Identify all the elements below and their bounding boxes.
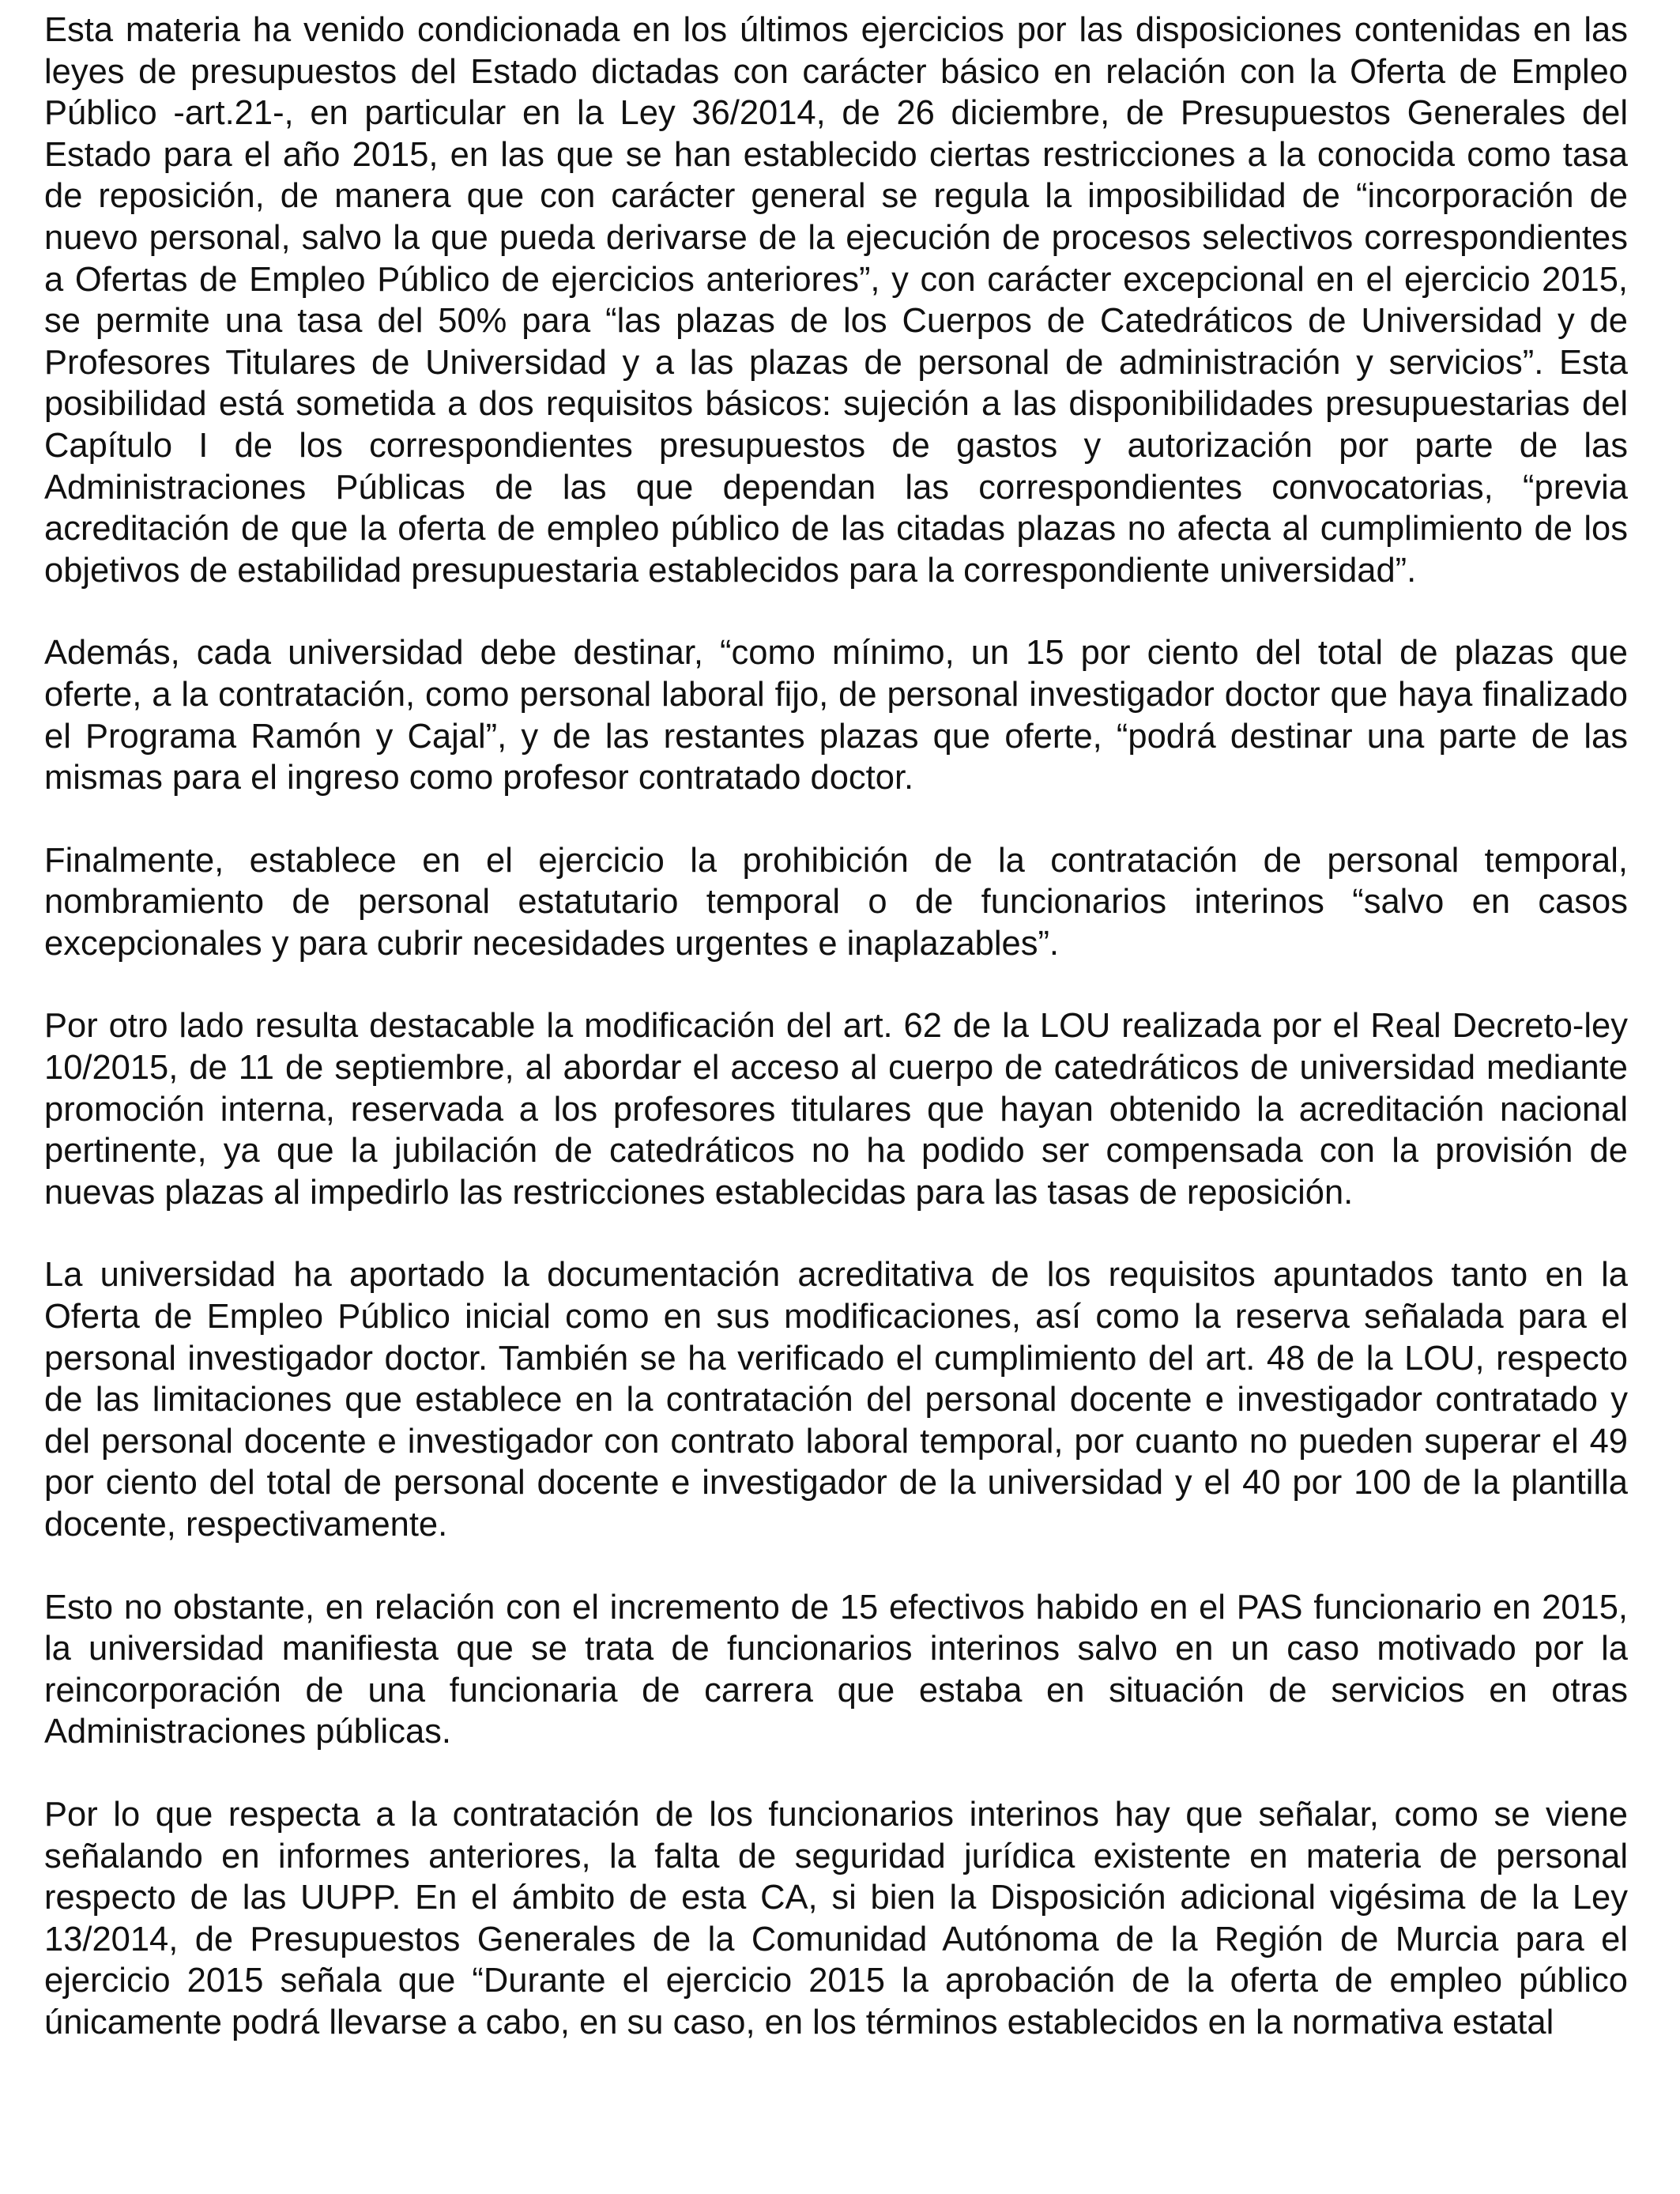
paragraph-oferta-empleo-publico: Esta materia ha venido condicionada en los últimos ejercicios por las disposiciones contenidas en las leyes de presupuestos del Estado dictadas con carácter básico en relación con la Oferta de Empleo Público -art.21-, en particular en la Ley 36/2014, de 26 diciembre, de Presupuestos Generales del Estado para el año 2015, en las que se han establecido ciertas restricciones a la conocida como tasa de reposición, de manera que con carácter general se regula la imposibilidad de “incorporación de nuevo personal, salvo la que pueda derivarse de la ejecución de procesos selectivos correspondientes a Ofertas de Empleo Público de ejercicios anteriores”, y con carácter excepcional en el ejercicio 2015, se permite una tasa del 50% para “las plazas de los Cuerpos de Catedráticos de Universidad y de Profesores Titulares de Universidad y a las plazas de personal de administración y servicios”. Esta posibilidad está sometida a dos requisitos básicos: sujeción a las disponibilidades presupuestarias del Capítulo I de los correspondientes presupuestos de gastos y autorización por parte de las Administraciones Públicas de las que dependan las correspondientes convocatorias, “previa acreditación de que la oferta de empleo público de las citadas plazas no afecta al cumplimiento de los objetivos de estabilidad presupuestaria establecidos para la correspondiente universidad”. bbox=[44, 11, 1628, 590]
paragraph-incremento-pas: Esto no obstante, en relación con el incremento de 15 efectivos habido en el PAS funcionario en 2015, la universidad manifiesta que se trata de funcionarios interinos salvo en un caso motivado por la reincorporación de una funcionaria de carrera que estaba en situación de servicios en otras Administraciones públicas. bbox=[44, 1588, 1628, 1751]
paragraph-funcionarios-interinos: Por lo que respecta a la contratación de los funcionarios interinos hay que señalar, como se viene señalando en informes anteriores, la falta de seguridad jurídica existente en materia de personal respecto de las UUPP. En el ámbito de esta CA, si bien la Disposición adicional vigésima de la Ley 13/2014, de Presupuestos Generales de la Comunidad Autónoma de la Región de Murcia para el ejercicio 2015 señala que “Durante el ejercicio 2015 la aprobación de la oferta de empleo público únicamente podrá llevarse a cabo, en su caso, en los términos establecidos en la normativa estatal bbox=[44, 1795, 1628, 2041]
paragraph-plazas-investigador: Además, cada universidad debe destinar, “como mínimo, un 15 por ciento del total de plazas que oferte, a la contratación, como personal laboral fijo, de personal investigador doctor que haya finalizado el Programa Ramón y Cajal”, y de las restantes plazas que oferte, “podrá destinar una parte de las mismas para el ingreso como profesor contratado doctor. bbox=[44, 634, 1628, 797]
paragraph-prohibicion-temporal: Finalmente, establece en el ejercicio la prohibición de la contratación de personal temporal, nombramiento de personal estatutario temporal o de funcionarios interinos “salvo en casos excepcionales y para cubrir necesidades urgentes e inaplazables”. bbox=[44, 841, 1628, 963]
document-page bbox=[44, 9, 1628, 2044]
paragraph-documentacion-acreditativa: La universidad ha aportado la documentación acreditativa de los requisitos apuntados tanto en la Oferta de Empleo Público inicial como en sus modificaciones, así como la reserva señalada para el personal investigador doctor. También se ha verificado el cumplimiento del art. 48 de la LOU, respecto de las limitaciones que establece en la contratación del personal docente e investigador contratado y del personal docente e investigador con contrato laboral temporal, por cuanto no pueden superar el 49 por ciento del total de personal docente e investigador de la universidad y el 40 por 100 de la plantilla docente, respectivamente. bbox=[44, 1256, 1628, 1544]
paragraph-modificacion-lou: Por otro lado resulta destacable la modificación del art. 62 de la LOU realizada por el Real Decreto-ley 10/2015, de 11 de septiembre, al abordar el acceso al cuerpo de catedráticos de universidad mediante promoción interna, reservada a los profesores titulares que hayan obtenido la acreditación nacional pertinente, ya que la jubilación de catedráticos no ha podido ser compensada con la provisión de nuevas plazas al impedirlo las restricciones establecidas para las tasas de reposición. bbox=[44, 1007, 1628, 1212]
